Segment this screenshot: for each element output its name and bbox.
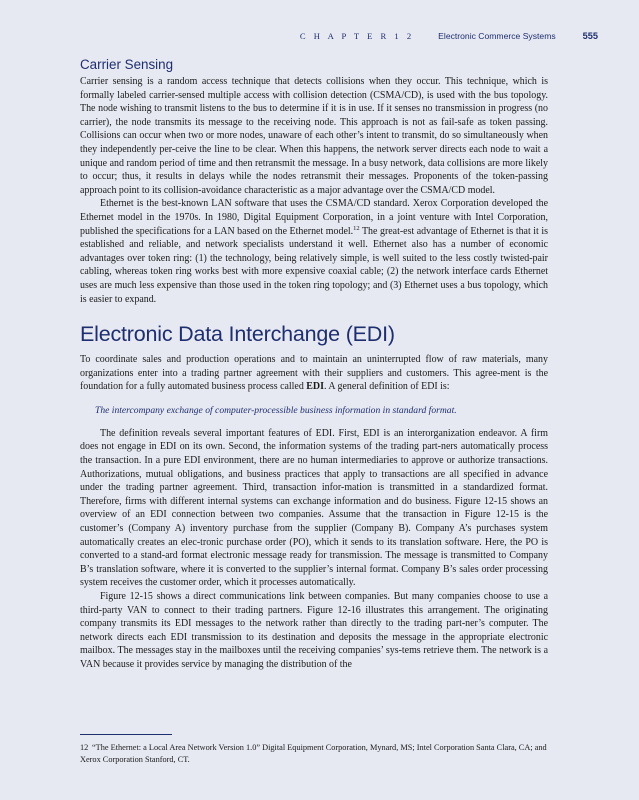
edi-intro-paragraph: To coordinate sales and production operations and to maintain an uninterrupted flow of raw materials, many organizations enter into a trading partner agreement with their suppliers and customers. This agree-ment is the foundation for a fully automated business process called EDI. A general definition of EDI is: [80,354,548,393]
footnote-number: 12 [80,743,89,752]
carrier-sensing-paragraph: Carrier sensing is a random access technique that detects collisions when they occur. This technique, which is formally labeled carrier-sensed multiple access with collision detection (CSMA/CD), is used with the bus topology. The node wishing to transmit listens to the bus to determine if it is in use. If it senses no transmission in progress (no carrier), the node transmits its message to the receiving node. This approach is not as fail-safe as token passing. Collisions can occur when two or more nodes, unaware of each other’s intent to transmit, do so simultaneously when they independently per-ceive the line to be clear. When this happens, the network server directs each node to wait a unique and random period of time and then retransmit the message. In a busy network, data collisions are more likely to occur; thus, it results in delays while the nodes retransmit their messages. Proponents of the token-passing approach point to its collision-avoidance characteristic as a major advantage over the CSMA/CD model. [80,76,548,196]
chapter-title: Electronic Commerce Systems [438,31,556,41]
footnote [80,742,550,765]
footnote-reference[interactable]: 12 [353,224,360,232]
footnote-text: “The Ethernet: a Local Area Network Version 1.0” Digital Equipment Corporation, Mynard, MS; Intel Corporation Santa Clara, CA; and Xerox Corporation Stanford, CT. [80,743,547,764]
edi-features-paragraph: The definition reveals several important features of EDI. First, EDI is an interorganization endeavor. A firm does not engage in EDI on its own. Second, the information systems of the trading part-ners automatically process the transaction. In a pure EDI environment, there are no human intermediaries to approve or authorize transactions. Authorizations, mutual obligations, and business practices that apply to transactions are all specified in advance under the trading partner agreement. Third, transaction infor-mation is transmitted in a standardized format. Therefore, firms with different internal systems can exchange information and do business. Figure 12-15 shows an overview of an EDI connection between two companies. Assume that the transaction in Figure 12-15 is the customer’s (Company A) inventory purchase from the supplier (Company B). Company A’s purchases system automatically creates an elec-tronic purchase order (PO), which it sends to its translation software. Here, the PO is converted to a stand-ard format electronic message ready for transmission. The message is transmitted to Company B’s translation software, where it is converted to the supplier’s internal format. Company B’s sales order processing system receives the customer order, which it processes automatically. [80,427,548,589]
ethernet-paragraph: Ethernet is the best-known LAN software that uses the CSMA/CD standard. Xerox Corporation developed the Ethernet model in the 1970s. In 1980, Digital Equipment Corporation, in a joint venture with Intel Corporation, published the specifications for a LAN based on the Ethernet model.$^{12}$ The great-est advantage of Ethernet is that it is established and reliable, and network specialists understand it well. Ethernet also has a number of economic advantages over token ring: (1) the technology, being relatively simple, is well suited to the less costly twisted-pair cabling, whereas token ring works best with more expensive coaxial cable; (2) the network interface cards Ethernet uses are much less expensive than those used in the token ring topology; and (3) Ethernet uses a bus topology, which is easier to expand. [80,198,548,305]
chapter-label: C H A P T E R 1 2 [299,31,415,41]
main-content [80,57,548,672]
edi-van-paragraph: Figure 12-15 shows a direct communications link between companies. But many companies choose to use a third-party VAN to connect to their trading partners. Figure 12-16 illustrates this arrangement. The originating company transmits its EDI messages to the network rather than directly to the trading part-ner’s computer. The network directs each EDI transmission to its destination and deposits the message in the appropriate electronic mailbox. The messages stay in the mailboxes until the receiving companies’ sys-tems retrieve them. The network is a VAN because it provides service by managing the distribution of the [80,591,548,670]
edi-section-heading: Electronic Data Interchange (EDI) [80,322,395,347]
carrier-sensing-heading: Carrier Sensing [80,57,174,72]
edi-term: EDI [306,381,324,393]
page-number: 555 [582,31,598,41]
running-header [0,31,598,41]
footnote-divider [80,734,172,735]
edi-definition: The intercompany exchange of computer-processible business information in standard format. [95,404,457,416]
